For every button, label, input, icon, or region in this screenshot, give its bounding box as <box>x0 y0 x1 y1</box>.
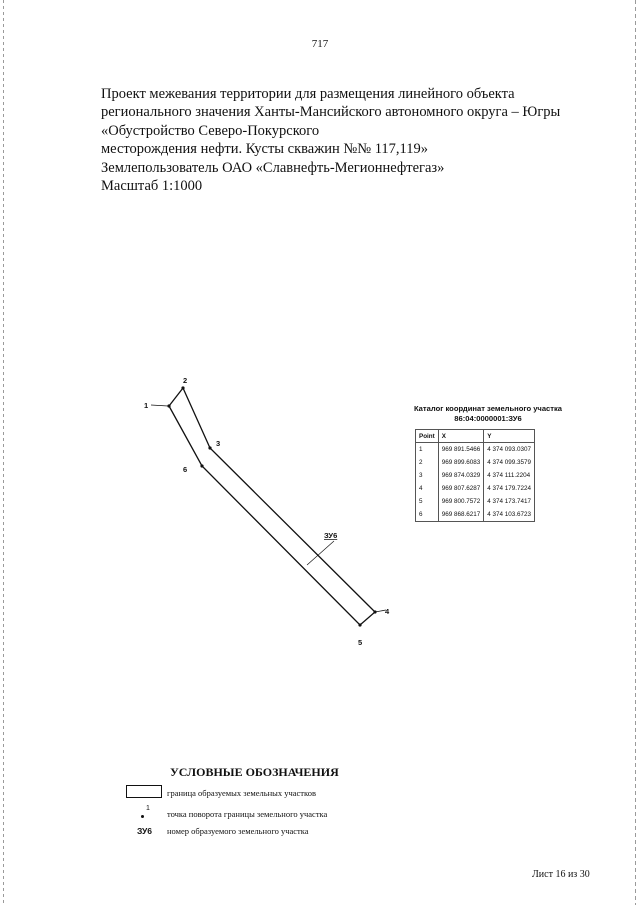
leader-line <box>307 541 334 565</box>
vertex-marker <box>358 623 361 626</box>
catalog-title: Каталог координат земельного участка <box>413 404 563 413</box>
parcel-boundary <box>169 388 375 625</box>
table-row <box>416 469 535 482</box>
vertex-marker <box>208 446 211 449</box>
point-cell: 4 <box>416 482 439 495</box>
vertex-label: 1 <box>144 401 149 410</box>
vertex-label: 5 <box>358 638 363 647</box>
boundary-swatch-icon <box>126 785 162 798</box>
point-cell: 5 <box>416 495 439 508</box>
sheet-number: Лист 16 из 30 <box>532 869 590 880</box>
table-row <box>416 443 535 457</box>
vertex-label: 2 <box>183 376 188 385</box>
y-cell: 4 374 099.3579 <box>484 456 535 469</box>
point-cell: 2 <box>416 456 439 469</box>
title-line: Масштаб 1:1000 <box>101 178 203 195</box>
leader-line <box>151 405 168 406</box>
vertex-label: 3 <box>216 439 221 448</box>
title-line: месторождения нефти. Кусты скважин №№ 117,119» <box>101 141 429 158</box>
x-cell: 969 868.6217 <box>438 508 484 522</box>
legend-symbol <box>126 806 164 822</box>
y-cell: 4 374 093.0307 <box>484 443 535 457</box>
legend-symbol <box>126 785 164 801</box>
vertex-marker <box>167 404 170 407</box>
x-cell: 969 800.7572 <box>438 495 484 508</box>
table-row <box>416 508 535 522</box>
title-line: «Обустройство Северо-Покурского <box>101 122 320 139</box>
vertex-marker <box>373 610 376 613</box>
vertex-marker <box>181 386 184 389</box>
legend-item-boundary <box>126 785 426 801</box>
coordinate-catalog <box>392 404 584 522</box>
y-cell: 4 374 103.6723 <box>484 508 535 522</box>
table-row <box>416 482 535 495</box>
point-cell: 3 <box>416 469 439 482</box>
point-cell: 6 <box>416 508 439 522</box>
vertex-marker <box>200 464 203 467</box>
legend-item-point <box>126 806 426 822</box>
point-marker-icon <box>141 815 144 818</box>
catalog-parcel-number: 86:04:0000001:ЗУ6 <box>454 414 522 423</box>
title-line: Проект межевания территории для размещения линейного объекта <box>101 86 515 102</box>
column-header: Point <box>416 430 439 443</box>
legend-symbol-text: ЗУ6 <box>137 826 153 836</box>
point-cell: 1 <box>416 443 439 457</box>
legend-text: номер образуемого земельного участка <box>167 826 309 836</box>
table-row <box>416 495 535 508</box>
column-header: X <box>438 430 484 443</box>
x-cell: 969 807.6287 <box>438 482 484 495</box>
legend-item-parcel-code <box>126 823 426 839</box>
legend-title: УСЛОВНЫЕ ОБОЗНАЧЕНИЯ <box>170 765 339 779</box>
legend-symbol-text: 1 <box>146 805 150 812</box>
x-cell: 969 899.6083 <box>438 456 484 469</box>
y-cell: 4 374 179.7224 <box>484 482 535 495</box>
legend-symbol <box>126 823 164 839</box>
title-line: Землепользователь ОАО «Славнефть-Мегионнефтегаз» <box>101 159 445 176</box>
coordinate-table <box>415 429 535 522</box>
vertex-label: 4 <box>385 607 390 616</box>
column-header: Y <box>484 430 535 443</box>
x-cell: 969 874.0329 <box>438 469 484 482</box>
page-number: 717 <box>311 38 329 50</box>
legend-text: граница образуемых земельных участков <box>167 788 316 798</box>
parcel-label: ЗУ6 <box>324 531 338 540</box>
y-cell: 4 374 111.2204 <box>484 469 535 482</box>
table-row <box>416 456 535 469</box>
vertex-label: 6 <box>183 465 188 474</box>
title-line: регионального значения Ханты-Мансийского автономного округа – Югры <box>101 104 561 121</box>
x-cell: 969 891.5466 <box>438 443 484 457</box>
table-header-row <box>416 430 535 443</box>
y-cell: 4 374 173.7417 <box>484 495 535 508</box>
legend-text: точка поворота границы земельного участка <box>167 809 328 819</box>
